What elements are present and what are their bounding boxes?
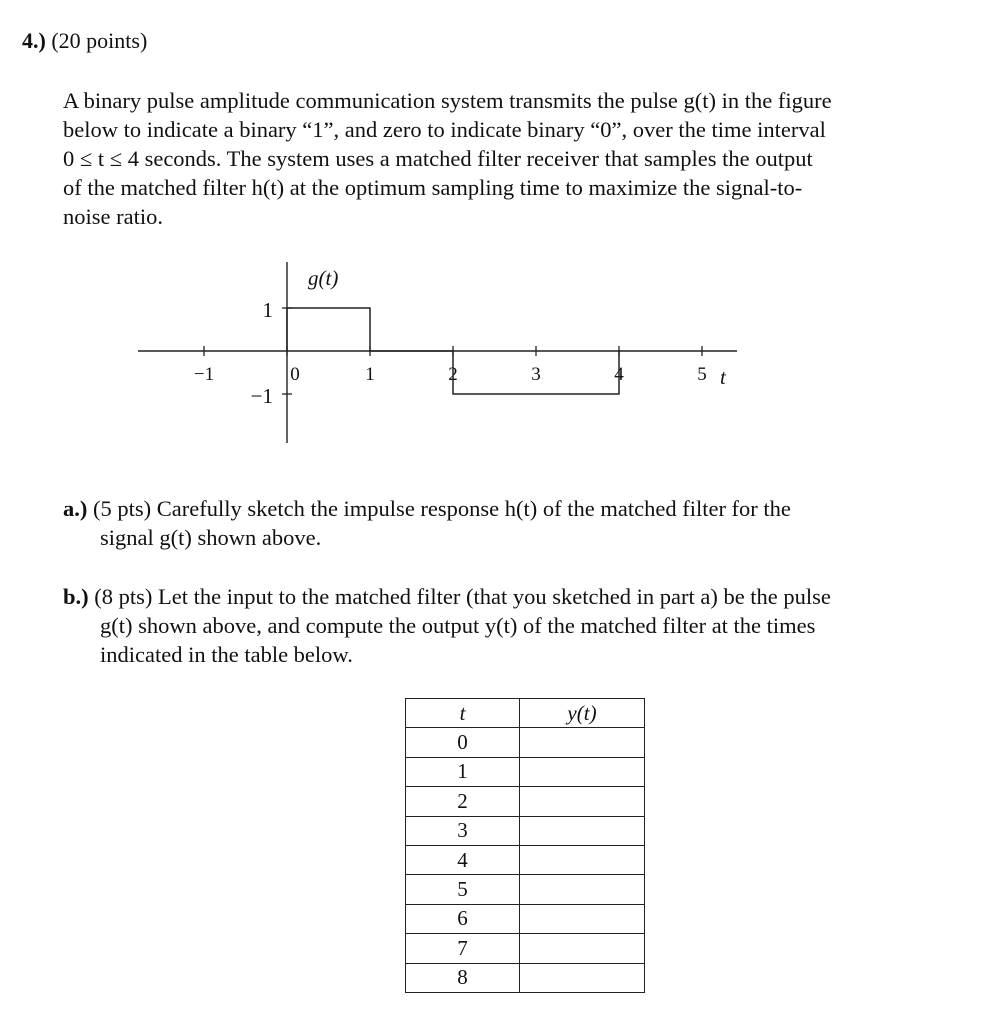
part-a (63, 494, 791, 552)
problem-points: (20 points) (51, 28, 148, 53)
y-cell[interactable] (520, 904, 645, 933)
y-cell[interactable] (520, 787, 645, 816)
answer-table (405, 698, 645, 993)
intro-line: below to indicate a binary “1”, and zero to indicate binary “0”, over the time interval (63, 117, 826, 142)
t-cell: 6 (406, 904, 520, 933)
table-row (406, 787, 645, 816)
part-a-label: a.) (63, 496, 88, 521)
x-tick-label: 5 (697, 364, 707, 385)
table-header-row (406, 699, 645, 728)
table-row (406, 757, 645, 786)
x-axis-label: t (720, 365, 726, 389)
x-tick-label: 4 (614, 364, 624, 385)
intro-line: of the matched filter h(t) at the optimum sampling time to maximize the signal-to- (63, 175, 803, 200)
part-b (63, 582, 831, 669)
t-cell: 4 (406, 845, 520, 874)
x-tick-label: 1 (365, 364, 375, 385)
chart-title: g(t) (308, 266, 339, 290)
table-row (406, 728, 645, 757)
x-tick-label: 3 (531, 364, 541, 385)
t-cell: 7 (406, 934, 520, 963)
t-cell: 2 (406, 787, 520, 816)
table-row (406, 904, 645, 933)
table-header-y: y(t) (520, 699, 645, 728)
part-a-line-1 (63, 494, 791, 523)
y-cell[interactable] (520, 934, 645, 963)
table-row (406, 875, 645, 904)
y-ticks (251, 298, 292, 408)
t-cell: 3 (406, 816, 520, 845)
table-row (406, 845, 645, 874)
part-b-label: b.) (63, 584, 89, 609)
y-cell[interactable] (520, 816, 645, 845)
t-cell: 1 (406, 757, 520, 786)
part-b-text: (8 pts) Let the input to the matched filter (that you sketched in part a) be the pulse (94, 584, 831, 609)
table-header-t: t (406, 699, 520, 728)
y-cell[interactable] (520, 728, 645, 757)
t-cell: 5 (406, 875, 520, 904)
part-b-line-1 (63, 582, 831, 611)
y-cell[interactable] (520, 875, 645, 904)
intro-line: noise ratio. (63, 204, 163, 229)
y-cell[interactable] (520, 963, 645, 992)
y-cell[interactable] (520, 845, 645, 874)
y-cell[interactable] (520, 757, 645, 786)
part-b-line-2: g(t) shown above, and compute the output y(t) of the matched filter at the times (100, 613, 816, 638)
t-cell: 8 (406, 963, 520, 992)
table-row (406, 816, 645, 845)
x-tick-label: 2 (448, 364, 458, 385)
pulse-figure (0, 0, 1006, 460)
table-row (406, 934, 645, 963)
intro-line: A binary pulse amplitude communication system transmits the pulse g(t) in the figure (63, 88, 832, 113)
part-a-line-2: signal g(t) shown above. (100, 525, 322, 550)
part-b-line-3: indicated in the table below. (100, 642, 353, 667)
y-tick-label: 1 (262, 298, 273, 322)
x-tick-label: −1 (193, 364, 215, 385)
answer-table-wrap (405, 698, 645, 993)
t-cell: 0 (406, 728, 520, 757)
x-tick-label: 0 (290, 364, 300, 385)
part-a-text: (5 pts) Carefully sketch the impulse response h(t) of the matched filter for the (93, 496, 791, 521)
table-row (406, 963, 645, 992)
problem-number: 4.) (22, 28, 46, 53)
intro-line: 0 ≤ t ≤ 4 seconds. The system uses a matched filter receiver that samples the output (63, 146, 813, 171)
y-tick-label: −1 (250, 384, 273, 408)
x-ticks (194, 346, 707, 385)
